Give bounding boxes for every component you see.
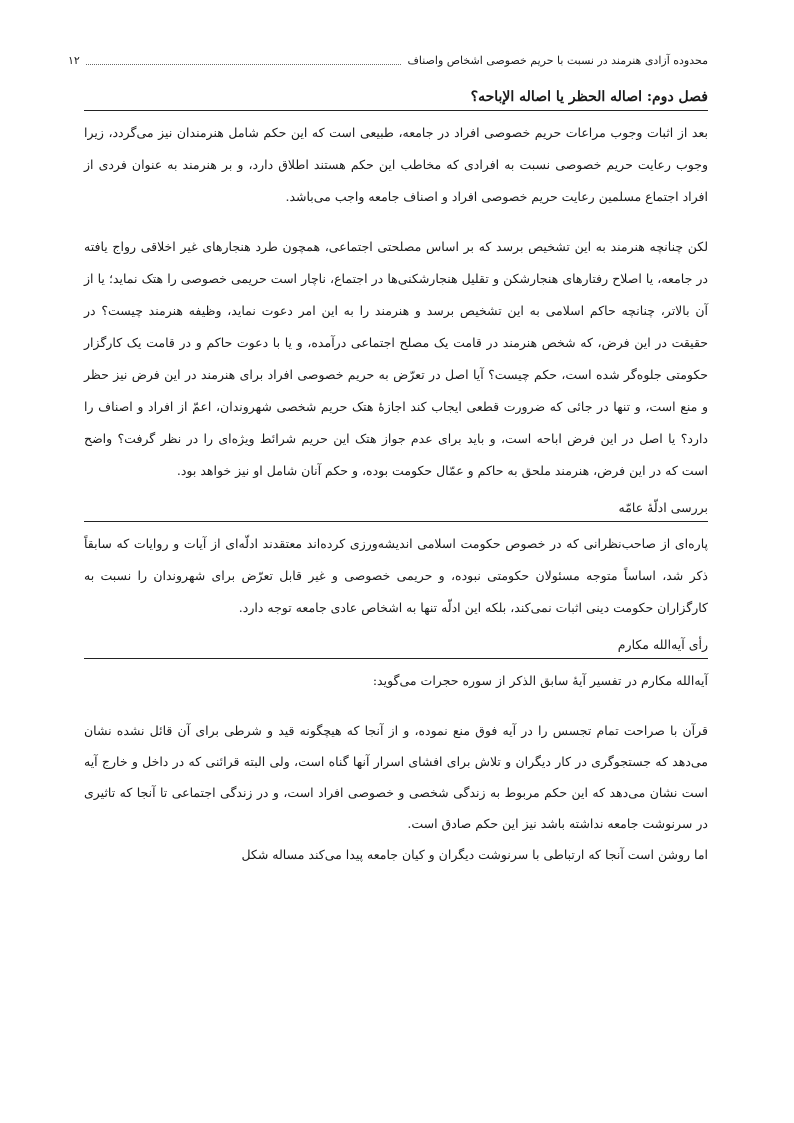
block-quote: [84, 715, 708, 870]
section-heading-text: رأی آیه‌الله مکارم: [617, 637, 708, 652]
paragraph: لکن چنانچه هنرمند به این تشخیص برسد که بر اساس مصلحتی اجتماعی، همچون طرد هنجارهای غیر اخلاقی رواج یافته در جامعه، یا اصلاح رفتارهای هنجارشکن و تقلیل هنجارشکنی‌ها در اجتماع، ناچار است حریمی خصوصی را هتک نماید؛ یا از آن بالاتر، چنانچه حاکم اسلامی به این تشخیص برسد و هنرمند را به این امر دعوت نماید، وظیفه هنرمند چیست؟ در حقیقت در این فرض، که شخص هنرمند در قامت یک مصلح اجتماعی درآمده، و یا با دعوت حاکم و در قامت یک کارگزار حکومتی جلوه‌گر شده است، حکم چیست؟ آیا اصل در تعرّض به حریم خصوصی افراد برای هنرمند در این فرض نیز حظر و منع است، و تنها در جائی که ضرورت قطعی ایجاب کند اجازهٔ هتک حریم شخصی شهروندان، اعمّ از افراد و اصناف را دارد؟ یا اصل در این فرض اباحه است، و باید برای عدم جواز هتک این حریم شرائط ویژه‌ای را در نظر گرفت؟ واضح است که در این فرض، هنرمند ملحق به حاکم و عمّال حکومت بوده، و حکم آنان شامل او نیز خواهد بود.: [84, 239, 708, 478]
section-heading-general-evidence: [84, 497, 708, 522]
section-heading-text: فصل دوم: اصاله الحظر یا اصاله الإباحه؟: [470, 89, 708, 105]
quote-paragraph: اما روشن است آنجا که ارتباطی با سرنوشت دیگران و کیان جامعه پیدا می‌کند مساله شکل: [241, 847, 708, 862]
header-dot-leader: [86, 63, 402, 65]
quote-paragraph: قرآن با صراحت تمام تجسس را در آیه فوق منع نموده، و از آنجا که هیچگونه قید و شرطی برای آن قائل نشده نشان می‌دهد که جستجوگری در کار دیگران و تلاش برای افشای اسرار آنها گناه است، ولی البته قرائنی که در داخل و خارج آیه است نشان می‌دهد که این حکم مربوط به زندگی شخصی و خصوصی افراد است، و در زندگی اجتماعی تا آنجا که تاثیری در سرنوشت جامعه نداشته باشد نیز این حکم صادق است.: [84, 723, 708, 831]
page-number: ۱۲: [68, 54, 80, 67]
quote-intro: آیه‌الله مکارم در تفسیر آیهٔ سابق الذکر از سوره حجرات می‌گوید:: [372, 673, 708, 688]
section-heading-text: بررسی ادلّهٔ عامّه: [618, 500, 708, 515]
running-header: [68, 50, 708, 68]
section-heading-chapter-two: [84, 86, 708, 111]
running-header-title: محدوده آزادی هنرمند در نسبت با حریم خصوصی اشخاص واصناف: [407, 54, 708, 67]
paragraph: پاره‌ای از صاحب‌نظرانی که در خصوص حکومت اسلامی اندیشه‌ورزی کرده‌اند معتقدند ادلّه‌ای از آیات و روایات که سابقاً ذکر شد، اساساً متوجه مسئولان حکومتی نبوده، و حریمی خصوصی و غیر قابل تعرّض برای شهروندان را نسبت به کارگزاران حکومت دینی اثبات نمی‌کند، بلکه این ادلّه تنها به اشخاص عادی جامعه توجه دارد.: [84, 536, 708, 615]
section-heading-makarem-opinion: [84, 634, 708, 659]
paragraph: بعد از اثبات وجوب مراعات حریم خصوصی افراد در جامعه، طبیعی است که این حکم شامل هنرمندان نیز می‌گردد، زیرا وجوب رعایت حریم خصوصی نسبت به افرادی که مخاطب این حکم هستند اطلاق دارد، و بر هنرمند به عنوان فردی از افراد اجتماع مسلمین رعایت حریم خصوصی افراد و اصناف جامعه واجب می‌باشد.: [84, 125, 708, 204]
page-body: [84, 86, 708, 870]
